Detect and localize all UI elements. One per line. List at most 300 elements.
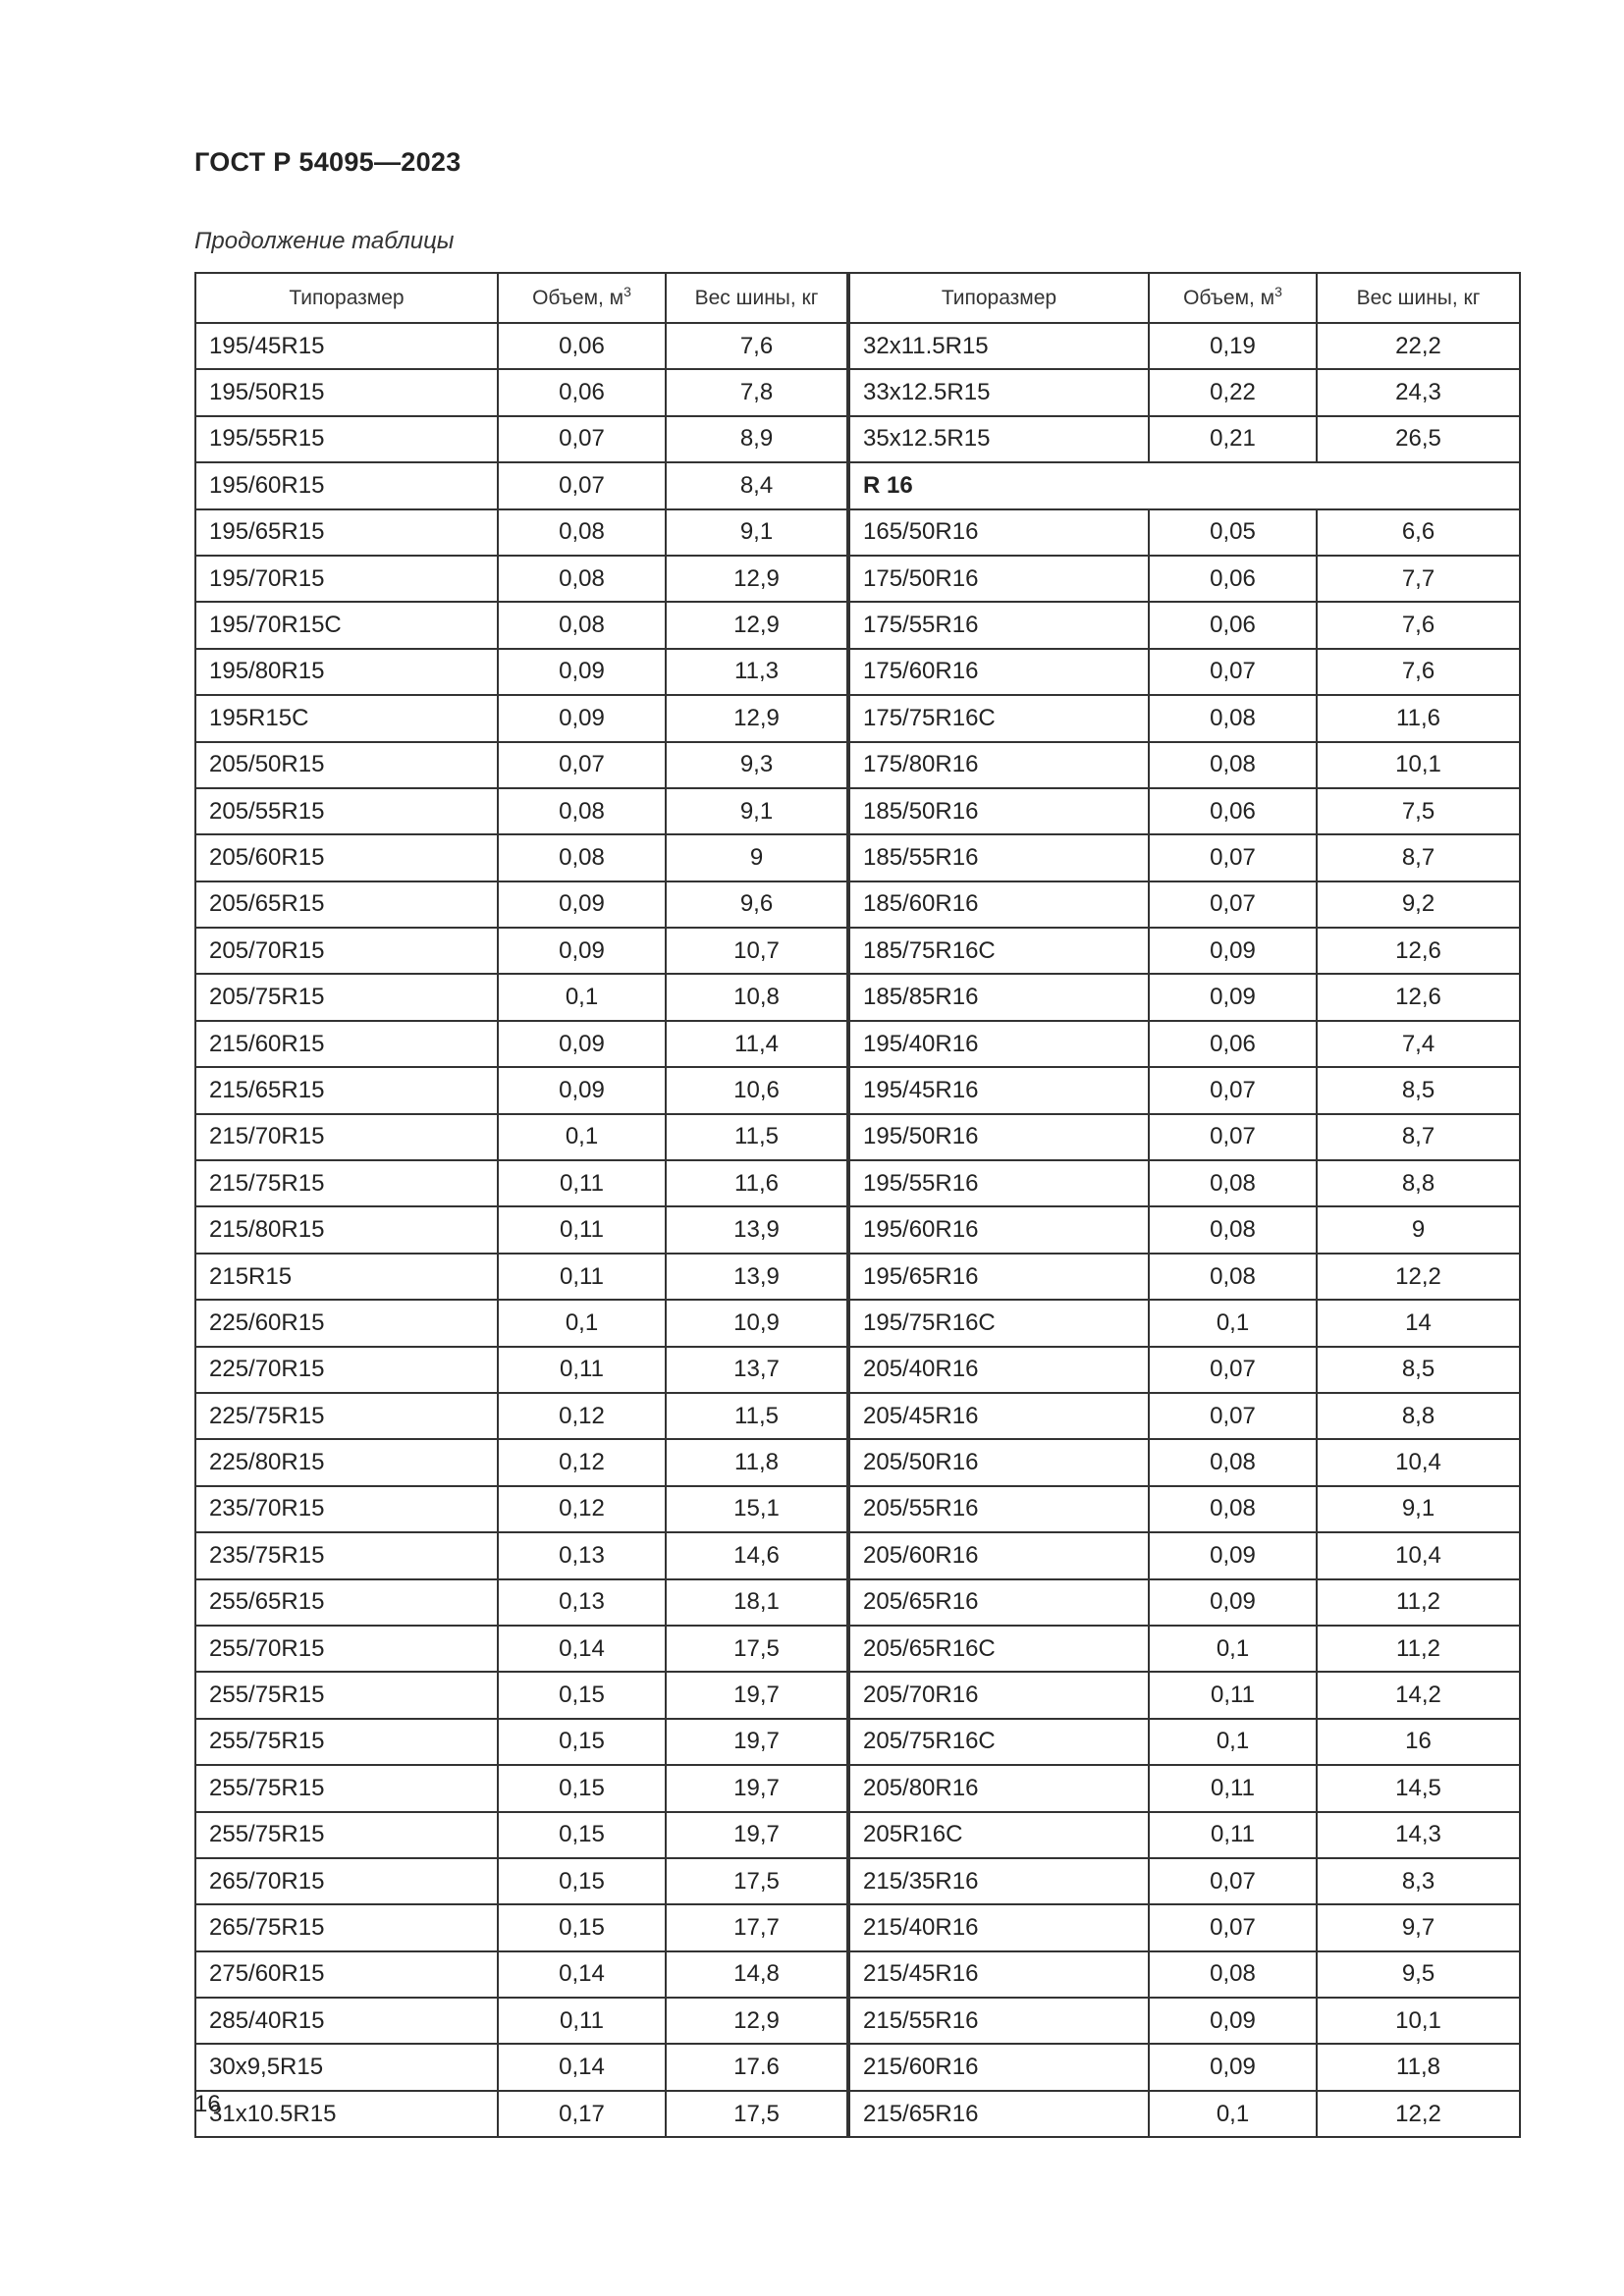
cell-volume: 0,08 <box>1149 695 1317 741</box>
page-number: 16 <box>194 2091 221 2117</box>
cell-volume: 0,11 <box>498 1206 666 1253</box>
cell-volume: 0,08 <box>1149 1206 1317 1253</box>
cell-volume: 0,07 <box>1149 1067 1317 1113</box>
cell-volume: 0,09 <box>1149 928 1317 974</box>
cell-volume: 0,07 <box>498 462 666 508</box>
table-header-row <box>195 273 847 323</box>
cell-size: 185/75R16C <box>849 928 1149 974</box>
cell-weight: 9,7 <box>1317 1904 1520 1950</box>
cell-weight: 18,1 <box>666 1579 847 1626</box>
cell-size: 195/60R16 <box>849 1206 1149 1253</box>
cell-weight: 10,8 <box>666 974 847 1020</box>
cell-volume: 0,1 <box>1149 1626 1317 1672</box>
cell-volume: 0,09 <box>1149 1579 1317 1626</box>
cell-volume: 0,1 <box>1149 2091 1317 2137</box>
cell-volume: 0,12 <box>498 1486 666 1532</box>
tire-table <box>194 272 1519 2127</box>
cell-volume: 0,11 <box>498 1160 666 1206</box>
cell-size: 30x9,5R15 <box>195 2044 498 2090</box>
table-row <box>849 1021 1520 1067</box>
cell-volume: 0,09 <box>1149 1532 1317 1578</box>
cell-size: 215/55R16 <box>849 1998 1149 2044</box>
cell-size: 195/45R16 <box>849 1067 1149 1113</box>
cell-weight: 8,4 <box>666 462 847 508</box>
cell-size: 195/60R15 <box>195 462 498 508</box>
column-header-volume: Объем, $м^3$ <box>498 273 666 323</box>
cell-weight: 7,6 <box>666 323 847 369</box>
cell-size: 205/80R16 <box>849 1765 1149 1811</box>
cell-weight: 16 <box>1317 1719 1520 1765</box>
cell-volume: 0,06 <box>1149 602 1317 648</box>
table-row <box>195 1672 847 1718</box>
cell-size: 215/40R16 <box>849 1904 1149 1950</box>
cell-volume: 0,08 <box>498 788 666 834</box>
cell-weight: 14,6 <box>666 1532 847 1578</box>
cell-weight: 17,7 <box>666 1904 847 1950</box>
table-row <box>849 509 1520 556</box>
table-row <box>849 416 1520 462</box>
table-header-row <box>849 273 1520 323</box>
cell-volume: 0,19 <box>1149 323 1317 369</box>
table-row <box>195 928 847 974</box>
cell-volume: 0,22 <box>1149 369 1317 415</box>
table-row <box>195 881 847 928</box>
table-row <box>195 1532 847 1578</box>
cell-weight: 9,2 <box>1317 881 1520 928</box>
table-row <box>195 695 847 741</box>
cell-size: 205/70R16 <box>849 1672 1149 1718</box>
table-row <box>849 1254 1520 1300</box>
cell-volume: 0,11 <box>1149 1812 1317 1858</box>
cell-volume: 0,09 <box>498 928 666 974</box>
table-row <box>849 556 1520 602</box>
cell-size: 195/75R16C <box>849 1300 1149 1346</box>
cell-weight: 9,1 <box>1317 1486 1520 1532</box>
cell-volume: 0,07 <box>1149 649 1317 695</box>
cell-size: 215/75R15 <box>195 1160 498 1206</box>
table-row <box>195 1765 847 1811</box>
table-row <box>195 1812 847 1858</box>
table-row <box>849 1532 1520 1578</box>
cell-volume: 0,15 <box>498 1719 666 1765</box>
table-row <box>849 1579 1520 1626</box>
column-header-volume: Объем, $м^3$ <box>1149 273 1317 323</box>
cell-volume: 0,07 <box>1149 1347 1317 1393</box>
cell-volume: 0,07 <box>1149 1858 1317 1904</box>
cell-weight: 9,3 <box>666 742 847 788</box>
cell-size: 215/70R15 <box>195 1114 498 1160</box>
cell-size: 32x11.5R15 <box>849 323 1149 369</box>
table-row <box>849 1393 1520 1439</box>
cell-size: 215/60R15 <box>195 1021 498 1067</box>
table-row <box>849 2091 1520 2137</box>
table-row <box>849 1486 1520 1532</box>
cell-weight: 10,1 <box>1317 742 1520 788</box>
cell-size: 195/55R16 <box>849 1160 1149 1206</box>
column-header-size: Типоразмер <box>195 273 498 323</box>
tire-table-left <box>194 272 848 2138</box>
cell-weight: 12,6 <box>1317 974 1520 1020</box>
table-row <box>849 1998 1520 2044</box>
cell-weight: 14 <box>1317 1300 1520 1346</box>
cell-size: 255/75R15 <box>195 1765 498 1811</box>
table-row <box>195 1439 847 1485</box>
cell-size: 205/75R16C <box>849 1719 1149 1765</box>
cell-weight: 11,8 <box>1317 2044 1520 2090</box>
table-row <box>195 602 847 648</box>
table-row <box>195 462 847 508</box>
cell-weight: 17,5 <box>666 1626 847 1672</box>
table-row <box>195 1393 847 1439</box>
table-row <box>195 1300 847 1346</box>
cell-volume: 0,09 <box>498 695 666 741</box>
cell-volume: 0,06 <box>1149 1021 1317 1067</box>
cell-size: 265/70R15 <box>195 1858 498 1904</box>
cell-size: 31x10.5R15 <box>195 2091 498 2137</box>
cell-weight: 14,3 <box>1317 1812 1520 1858</box>
cell-weight: 10,7 <box>666 928 847 974</box>
cell-volume: 0,14 <box>498 1626 666 1672</box>
cell-weight: 9,1 <box>666 788 847 834</box>
cell-weight: 11,2 <box>1317 1626 1520 1672</box>
cell-volume: 0,07 <box>1149 1114 1317 1160</box>
cell-size: 225/80R15 <box>195 1439 498 1485</box>
cell-weight: 7,6 <box>1317 602 1520 648</box>
table-row <box>849 881 1520 928</box>
cell-weight: 7,7 <box>1317 556 1520 602</box>
table-row <box>849 834 1520 881</box>
cell-volume: 0,09 <box>498 1021 666 1067</box>
table-row <box>849 974 1520 1020</box>
table-row <box>849 602 1520 648</box>
cell-volume: 0,15 <box>498 1858 666 1904</box>
cell-volume: 0,07 <box>498 742 666 788</box>
cell-volume: 0,21 <box>1149 416 1317 462</box>
cell-size: 205/55R15 <box>195 788 498 834</box>
table-row <box>849 1347 1520 1393</box>
cell-volume: 0,05 <box>1149 509 1317 556</box>
cell-volume: 0,1 <box>1149 1300 1317 1346</box>
table-row <box>849 1812 1520 1858</box>
cell-volume: 0,12 <box>498 1439 666 1485</box>
cell-size: 195/80R15 <box>195 649 498 695</box>
cell-volume: 0,09 <box>1149 2044 1317 2090</box>
cell-size: 205/50R16 <box>849 1439 1149 1485</box>
cell-size: 195/55R15 <box>195 416 498 462</box>
cell-size: 165/50R16 <box>849 509 1149 556</box>
cell-weight: 19,7 <box>666 1812 847 1858</box>
table-row <box>195 416 847 462</box>
cell-weight: 10,6 <box>666 1067 847 1113</box>
cell-weight: 7,5 <box>1317 788 1520 834</box>
cell-weight: 7,6 <box>1317 649 1520 695</box>
cell-size: 175/75R16C <box>849 695 1149 741</box>
cell-volume: 0,06 <box>498 369 666 415</box>
cell-weight: 9 <box>1317 1206 1520 1253</box>
cell-size: 215/80R15 <box>195 1206 498 1253</box>
cell-size: 175/50R16 <box>849 556 1149 602</box>
cell-weight: 11,8 <box>666 1439 847 1485</box>
cell-weight: 11,5 <box>666 1114 847 1160</box>
cell-weight: 12,2 <box>1317 2091 1520 2137</box>
cell-weight: 11,2 <box>1317 1579 1520 1626</box>
table-row <box>849 1439 1520 1485</box>
cell-weight: 13,9 <box>666 1206 847 1253</box>
table-row <box>849 695 1520 741</box>
cell-weight: 8,3 <box>1317 1858 1520 1904</box>
cell-weight: 17.6 <box>666 2044 847 2090</box>
cell-weight: 9 <box>666 834 847 881</box>
cell-volume: 0,11 <box>498 1347 666 1393</box>
cell-weight: 12,6 <box>1317 928 1520 974</box>
table-row <box>849 1904 1520 1950</box>
cell-weight: 11,6 <box>1317 695 1520 741</box>
column-header-weight: Вес шины, кг <box>666 273 847 323</box>
table-row <box>195 509 847 556</box>
table-row <box>849 1114 1520 1160</box>
cell-size: 215/35R16 <box>849 1858 1149 1904</box>
cell-weight: 14,5 <box>1317 1765 1520 1811</box>
cell-volume: 0,14 <box>498 2044 666 2090</box>
cell-weight: 11,4 <box>666 1021 847 1067</box>
cell-volume: 0,13 <box>498 1579 666 1626</box>
cell-volume: 0,15 <box>498 1812 666 1858</box>
cell-size: 215/65R15 <box>195 1067 498 1113</box>
cell-volume: 0,08 <box>1149 1439 1317 1485</box>
column-header-size: Типоразмер <box>849 273 1149 323</box>
cell-size: 215/65R16 <box>849 2091 1149 2137</box>
table-row <box>849 1951 1520 1998</box>
table-row <box>195 1951 847 1998</box>
cell-size: 255/70R15 <box>195 1626 498 1672</box>
cell-size: 205/55R16 <box>849 1486 1149 1532</box>
cell-size: 205/65R15 <box>195 881 498 928</box>
cell-volume: 0,14 <box>498 1951 666 1998</box>
cell-size: 195/70R15C <box>195 602 498 648</box>
cell-size: 225/60R15 <box>195 1300 498 1346</box>
cell-weight: 12,9 <box>666 556 847 602</box>
table-row <box>849 1626 1520 1672</box>
cell-volume: 0,15 <box>498 1904 666 1950</box>
cell-size: 225/70R15 <box>195 1347 498 1393</box>
cell-volume: 0,1 <box>498 1114 666 1160</box>
cell-weight: 9,6 <box>666 881 847 928</box>
table-row <box>195 834 847 881</box>
table-row <box>195 2091 847 2137</box>
cell-volume: 0,08 <box>498 509 666 556</box>
cell-size: 265/75R15 <box>195 1904 498 1950</box>
cell-size: 195/50R16 <box>849 1114 1149 1160</box>
cell-weight: 8,7 <box>1317 834 1520 881</box>
table-row <box>195 649 847 695</box>
cell-size: 185/50R16 <box>849 788 1149 834</box>
table-row <box>195 369 847 415</box>
cell-weight: 10,4 <box>1317 1532 1520 1578</box>
cell-volume: 0,07 <box>1149 1393 1317 1439</box>
cell-size: 35x12.5R15 <box>849 416 1149 462</box>
cell-weight: 12,9 <box>666 602 847 648</box>
table-row <box>849 1765 1520 1811</box>
cell-size: 255/65R15 <box>195 1579 498 1626</box>
cell-size: 195R15C <box>195 695 498 741</box>
cell-size: 195/65R15 <box>195 509 498 556</box>
table-row <box>849 1719 1520 1765</box>
cell-volume: 0,06 <box>1149 788 1317 834</box>
cell-volume: 0,09 <box>498 881 666 928</box>
cell-weight: 7,4 <box>1317 1021 1520 1067</box>
cell-weight: 7,8 <box>666 369 847 415</box>
cell-weight: 6,6 <box>1317 509 1520 556</box>
cell-volume: 0,08 <box>1149 1254 1317 1300</box>
table-row <box>195 1486 847 1532</box>
cell-size: 175/60R16 <box>849 649 1149 695</box>
cell-size: 195/40R16 <box>849 1021 1149 1067</box>
cell-weight: 14,8 <box>666 1951 847 1998</box>
cell-weight: 22,2 <box>1317 323 1520 369</box>
cell-weight: 12,9 <box>666 695 847 741</box>
cell-weight: 8,5 <box>1317 1347 1520 1393</box>
cell-weight: 14,2 <box>1317 1672 1520 1718</box>
cell-size: 215R15 <box>195 1254 498 1300</box>
table-row <box>195 974 847 1020</box>
table-row <box>849 742 1520 788</box>
cell-volume: 0,07 <box>1149 834 1317 881</box>
table-row <box>195 2044 847 2090</box>
table-row <box>849 1206 1520 1253</box>
cell-weight: 13,7 <box>666 1347 847 1393</box>
cell-size: 215/45R16 <box>849 1951 1149 1998</box>
table-row <box>195 1719 847 1765</box>
cell-weight: 11,6 <box>666 1160 847 1206</box>
table-row <box>849 323 1520 369</box>
column-header-weight: Вес шины, кг <box>1317 273 1520 323</box>
table-row <box>195 1626 847 1672</box>
cell-size: 275/60R15 <box>195 1951 498 1998</box>
cell-volume: 0,11 <box>1149 1672 1317 1718</box>
table-row <box>195 1067 847 1113</box>
cell-size: 185/85R16 <box>849 974 1149 1020</box>
cell-weight: 19,7 <box>666 1765 847 1811</box>
table-row <box>849 649 1520 695</box>
cell-volume: 0,09 <box>1149 1998 1317 2044</box>
cell-weight: 11,3 <box>666 649 847 695</box>
cell-volume: 0,08 <box>1149 742 1317 788</box>
table-row <box>849 1067 1520 1113</box>
table-row <box>195 1347 847 1393</box>
table-row <box>849 928 1520 974</box>
cell-weight: 9,1 <box>666 509 847 556</box>
cell-size: 195/65R16 <box>849 1254 1149 1300</box>
cell-volume: 0,08 <box>498 834 666 881</box>
cell-weight: 15,1 <box>666 1486 847 1532</box>
cell-size: 205/70R15 <box>195 928 498 974</box>
cell-size: 205R16C <box>849 1812 1149 1858</box>
cell-volume: 0,08 <box>1149 1486 1317 1532</box>
cell-weight: 12,2 <box>1317 1254 1520 1300</box>
cell-weight: 8,5 <box>1317 1067 1520 1113</box>
cell-volume: 0,06 <box>1149 556 1317 602</box>
table-row <box>195 1206 847 1253</box>
cell-weight: 10,9 <box>666 1300 847 1346</box>
cell-size: 175/80R16 <box>849 742 1149 788</box>
table-row <box>195 1021 847 1067</box>
cell-volume: 0,06 <box>498 323 666 369</box>
table-row <box>195 1904 847 1950</box>
section-row <box>849 462 1520 508</box>
cell-weight: 24,3 <box>1317 369 1520 415</box>
cell-size: 285/40R15 <box>195 1998 498 2044</box>
cell-volume: 0,08 <box>498 556 666 602</box>
cell-volume: 0,09 <box>498 649 666 695</box>
table-row <box>849 1858 1520 1904</box>
cell-size: 255/75R15 <box>195 1672 498 1718</box>
cell-size: 195/70R15 <box>195 556 498 602</box>
table-row <box>195 1114 847 1160</box>
table-row <box>195 1998 847 2044</box>
cell-volume: 0,17 <box>498 2091 666 2137</box>
cell-size: 205/75R15 <box>195 974 498 1020</box>
cell-size: 205/60R16 <box>849 1532 1149 1578</box>
cell-size: 175/55R16 <box>849 602 1149 648</box>
cell-volume: 0,11 <box>1149 1765 1317 1811</box>
cell-size: 235/70R15 <box>195 1486 498 1532</box>
cell-weight: 10,1 <box>1317 1998 1520 2044</box>
cell-weight: 8,8 <box>1317 1393 1520 1439</box>
table-row <box>849 1300 1520 1346</box>
cell-volume: 0,07 <box>498 416 666 462</box>
table-row <box>195 556 847 602</box>
cell-weight: 17,5 <box>666 1858 847 1904</box>
table-row <box>195 1160 847 1206</box>
cell-weight: 9,5 <box>1317 1951 1520 1998</box>
cell-size: 195/45R15 <box>195 323 498 369</box>
cell-size: 215/60R16 <box>849 2044 1149 2090</box>
cell-volume: 0,09 <box>498 1067 666 1113</box>
cell-size: 205/65R16C <box>849 1626 1149 1672</box>
table-row <box>195 1254 847 1300</box>
cell-weight: 17,5 <box>666 2091 847 2137</box>
cell-volume: 0,11 <box>498 1254 666 1300</box>
cell-volume: 0,1 <box>1149 1719 1317 1765</box>
cell-volume: 0,09 <box>1149 974 1317 1020</box>
cell-volume: 0,15 <box>498 1672 666 1718</box>
cell-size: 195/50R15 <box>195 369 498 415</box>
table-row <box>195 323 847 369</box>
cell-weight: 8,9 <box>666 416 847 462</box>
cell-volume: 0,08 <box>1149 1160 1317 1206</box>
table-row <box>849 788 1520 834</box>
table-row <box>849 1672 1520 1718</box>
cell-volume: 0,15 <box>498 1765 666 1811</box>
cell-volume: 0,12 <box>498 1393 666 1439</box>
cell-weight: 13,9 <box>666 1254 847 1300</box>
cell-volume: 0,11 <box>498 1998 666 2044</box>
cell-size: 225/75R15 <box>195 1393 498 1439</box>
cell-weight: 19,7 <box>666 1672 847 1718</box>
table-caption: Продолжение таблицы <box>194 228 455 254</box>
cell-weight: 10,4 <box>1317 1439 1520 1485</box>
cell-volume: 0,1 <box>498 1300 666 1346</box>
table-row <box>195 1579 847 1626</box>
cell-size: 235/75R15 <box>195 1532 498 1578</box>
table-row <box>195 788 847 834</box>
cell-weight: 12,9 <box>666 1998 847 2044</box>
table-row <box>849 2044 1520 2090</box>
cell-weight: 11,5 <box>666 1393 847 1439</box>
document-title: ГОСТ Р 54095—2023 <box>194 147 461 177</box>
table-row <box>849 1160 1520 1206</box>
tire-table-right <box>848 272 1521 2138</box>
